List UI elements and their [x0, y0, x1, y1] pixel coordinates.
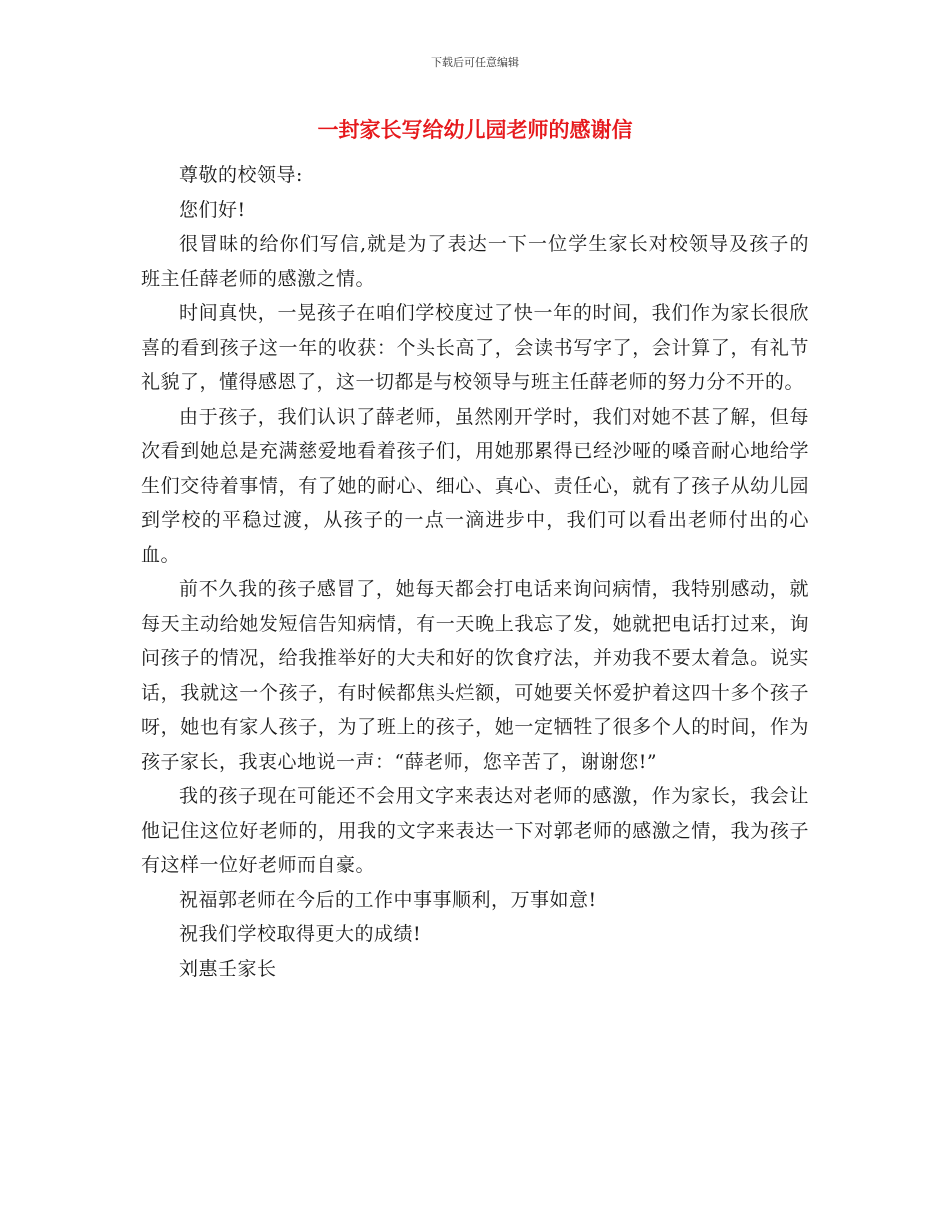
header-note: 下载后可任意编辑 — [431, 56, 519, 69]
paragraph-intro: 很冒昧的给你们写信,就是为了表达一下一位学生家长对校领导及孩子的班主任薛老师的感激之情。 — [141, 233, 809, 290]
wish-school: 祝我们学校取得更大的成绩! — [179, 923, 422, 945]
wish-teacher: 祝福郭老师在今后的工作中事事顺利，万事如意! — [179, 888, 597, 911]
paragraph-progress: 时间真快，一晃孩子在咱们学校度过了快一年的时间，我们作为家长很欣喜的看到孩子这一年的收获：个头长高了，会读书写字了，会计算了，有礼节礼貌了，懂得感恩了，这一切都是与校领导与班主任薛老师的努力分不开的。 — [141, 302, 809, 393]
salutation: 尊敬的校领导: — [179, 164, 303, 186]
paragraph-illness: 前不久我的孩子感冒了，她每天都会打电话来询问病情，我特别感动，就每天主动给她发短信告知病情，有一天晚上我忘了发，她就把电话打过来，询问孩子的情况，给我推举好的大夫和好的饮食疗法，并劝我不要太着急。说实话，我就这一个孩子，有时候都焦头烂额，可她要关怀爱护着这四十多个孩子呀，她也有家人孩子，为了班上的孩子，她一定牺牲了很多个人的时间，作为孩子家长，我衷心地说一声：“薛老师，您辛苦了，谢谢您!” — [141, 578, 809, 773]
document-title: 一封家长写给幼儿园老师的感谢信 — [317, 118, 633, 142]
paragraph-teacher: 由于孩子，我们认识了薛老师，虽然刚开学时，我们对她不甚了解，但每次看到她总是充满慈爱地看着孩子们，用她那累得已经沙哑的嗓音耐心地给学生们交待着事情，有了她的耐心、细心、真心、责任心，就有了孩子从幼儿园到学校的平稳过渡，从孩子的一点一滴进步中，我们可以看出老师付出的心血。 — [141, 405, 809, 566]
letter-body — [141, 158, 809, 986]
greeting: 您们好! — [179, 198, 246, 221]
signature: 刘惠壬家长 — [179, 957, 277, 980]
paragraph-gratitude: 我的孩子现在可能还不会用文字来表达对老师的感激，作为家长，我会让他记住这位好老师的，用我的文字来表达一下对郭老师的感激之情，我为孩子有这样一位好老师而自豪。 — [141, 785, 809, 876]
